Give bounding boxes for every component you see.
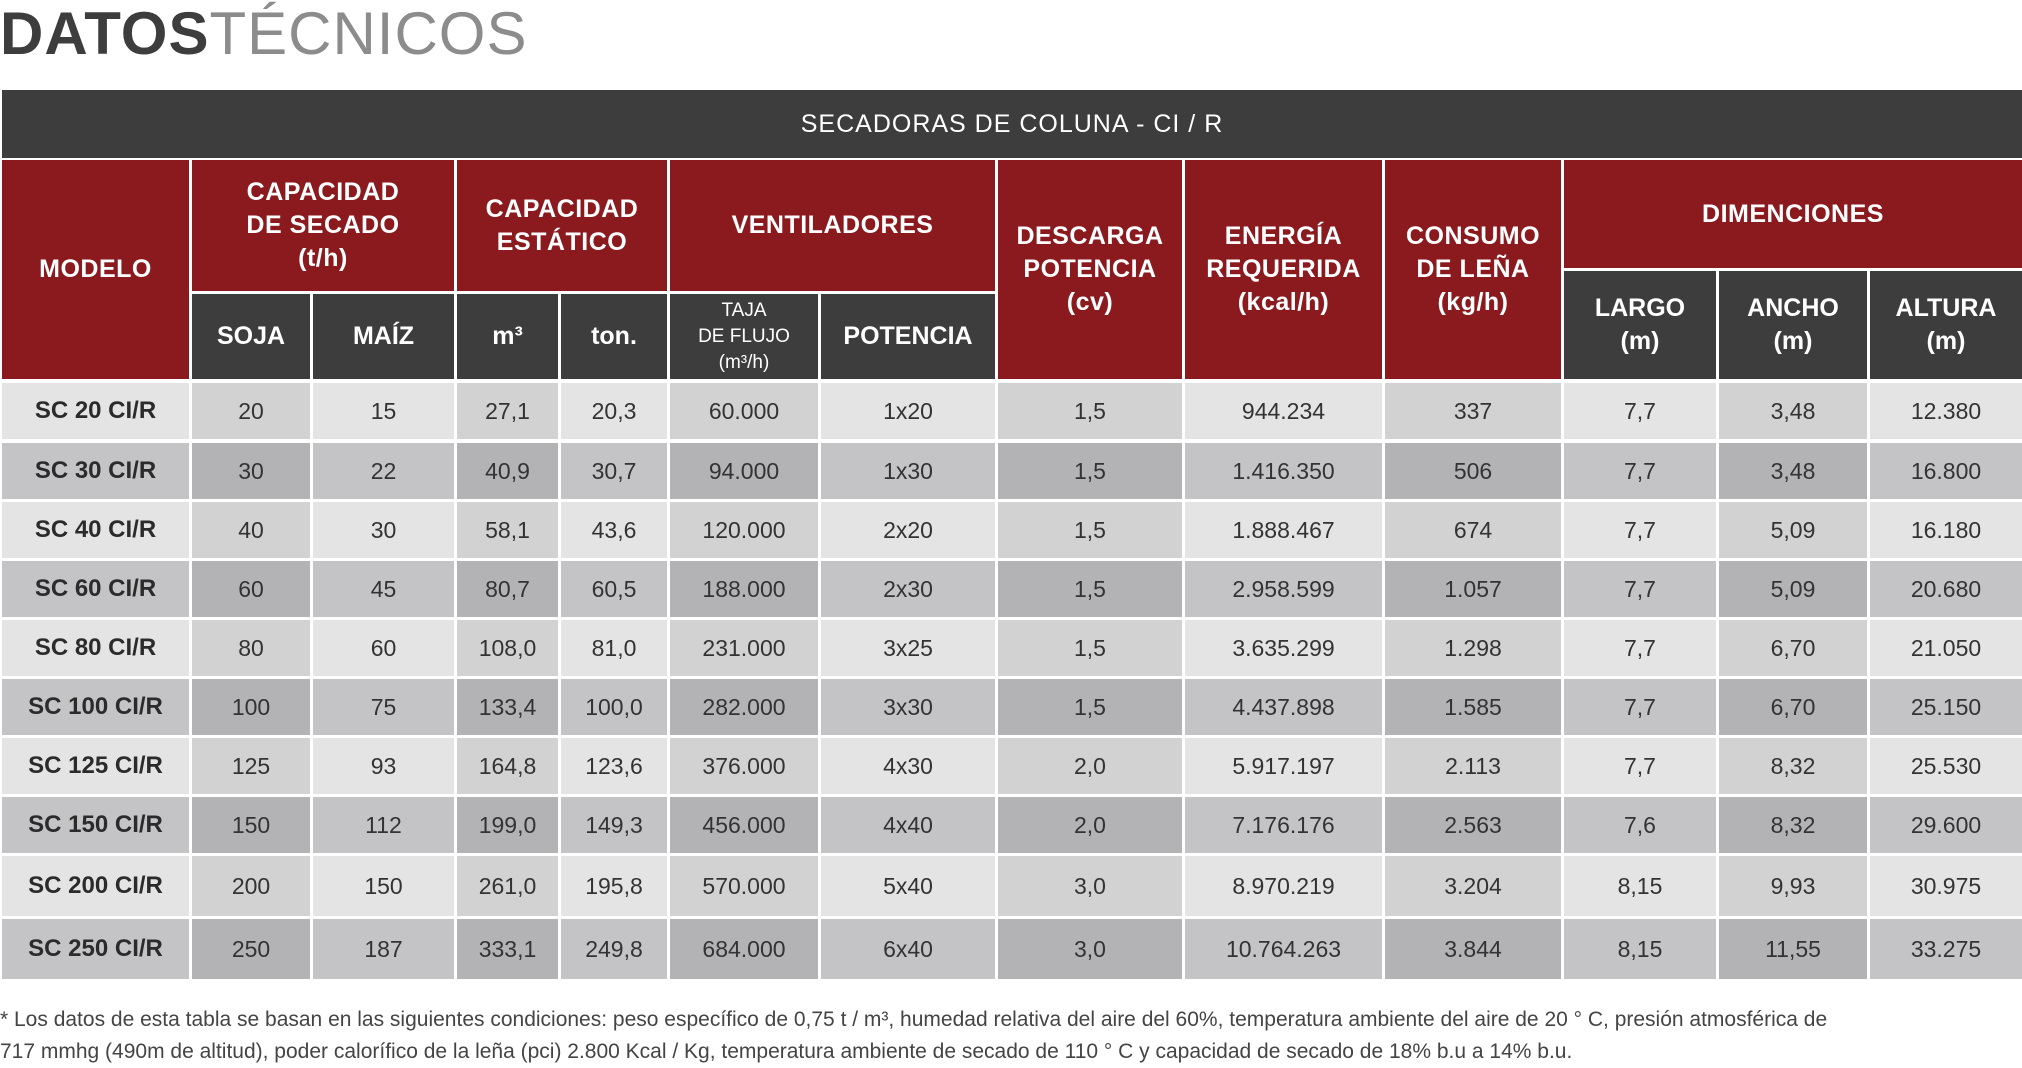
row-value-cell: 337: [1385, 383, 1561, 439]
row-value-cell: 3.844: [1385, 919, 1561, 979]
row-value-cell: 4.437.898: [1185, 679, 1382, 735]
row-value-cell: 1,5: [998, 502, 1182, 558]
subheader-soja-label: SOJA: [216, 322, 286, 350]
table-row: [0, 738, 2022, 794]
row-value-cell: 6,70: [1719, 620, 1867, 676]
row-value-cell: 29.600: [1870, 797, 2022, 853]
header-consumo: [1385, 160, 1561, 379]
row-value-cell: 149,3: [561, 797, 667, 853]
row-value-cell: 5x40: [821, 856, 995, 916]
row-value-cell: 93: [313, 738, 454, 794]
row-model-cell: SC 60 CI/R: [2, 561, 189, 617]
table-row: [0, 679, 2022, 735]
row-value-cell: 27,1: [457, 383, 558, 439]
subheader-m3: [457, 294, 558, 379]
subheader-ancho-line2: (m): [1773, 327, 1813, 355]
header-ventiladores: [670, 160, 995, 291]
header-consumo-line2: DE LEÑA: [1416, 255, 1530, 283]
row-value-cell: 1.298: [1385, 620, 1561, 676]
row-value-cell: 3,0: [998, 919, 1182, 979]
row-value-cell: 3,0: [998, 856, 1182, 916]
row-value-cell: 7,7: [1564, 561, 1716, 617]
row-value-cell: 2x30: [821, 561, 995, 617]
row-value-cell: 200: [192, 856, 310, 916]
page-title-light: TÉCNICOS: [209, 0, 528, 67]
row-model-cell: SC 40 CI/R: [2, 502, 189, 558]
row-value-cell: 5,09: [1719, 502, 1867, 558]
row-model-cell: SC 200 CI/R: [2, 856, 189, 916]
row-value-cell: 20.680: [1870, 561, 2022, 617]
row-value-cell: 8.970.219: [1185, 856, 1382, 916]
row-value-cell: 60: [313, 620, 454, 676]
row-value-cell: 22: [313, 443, 454, 499]
table-row: [0, 502, 2022, 558]
row-value-cell: 3x25: [821, 620, 995, 676]
row-value-cell: 250: [192, 919, 310, 979]
header-capacidad-secado-line3: (t/h): [298, 244, 348, 272]
row-value-cell: 30: [313, 502, 454, 558]
subheader-ancho: [1719, 271, 1867, 379]
subheader-taja-line2: DE FLUJO: [698, 325, 790, 347]
row-value-cell: 21.050: [1870, 620, 2022, 676]
row-value-cell: 195,8: [561, 856, 667, 916]
row-value-cell: 456.000: [670, 797, 818, 853]
subheader-altura: [1870, 271, 2022, 379]
row-value-cell: 80,7: [457, 561, 558, 617]
subheader-largo-line2: (m): [1620, 327, 1660, 355]
row-model-cell: SC 100 CI/R: [2, 679, 189, 735]
table-row: [0, 443, 2022, 499]
row-value-cell: 6,70: [1719, 679, 1867, 735]
row-value-cell: 80: [192, 620, 310, 676]
header-energia-line1: ENERGÍA: [1224, 222, 1343, 250]
row-value-cell: 40: [192, 502, 310, 558]
row-value-cell: 8,32: [1719, 797, 1867, 853]
header-ventiladores-label: VENTILADORES: [731, 211, 934, 239]
row-value-cell: 40,9: [457, 443, 558, 499]
row-value-cell: 3.204: [1385, 856, 1561, 916]
row-value-cell: 3,48: [1719, 443, 1867, 499]
header-capacidad-estatico: [457, 160, 667, 291]
row-value-cell: 7,7: [1564, 383, 1716, 439]
row-value-cell: 30,7: [561, 443, 667, 499]
row-value-cell: 5,09: [1719, 561, 1867, 617]
row-value-cell: 12.380: [1870, 383, 2022, 439]
row-value-cell: 20,3: [561, 383, 667, 439]
page-title-bold: DATOS: [0, 0, 210, 67]
row-value-cell: 75: [313, 679, 454, 735]
row-model-cell: SC 80 CI/R: [2, 620, 189, 676]
row-value-cell: 11,55: [1719, 919, 1867, 979]
header-consumo-line3: (kg/h): [1437, 288, 1509, 316]
subheader-maiz-label: MAÍZ: [352, 322, 415, 350]
row-value-cell: 20: [192, 383, 310, 439]
row-value-cell: 8,15: [1564, 919, 1716, 979]
row-value-cell: 2x20: [821, 502, 995, 558]
header-modelo: [2, 160, 189, 379]
row-value-cell: 1.888.467: [1185, 502, 1382, 558]
header-descarga: [998, 160, 1182, 379]
subheader-ton: [561, 294, 667, 379]
row-value-cell: 199,0: [457, 797, 558, 853]
subheader-taja: [670, 294, 818, 379]
row-value-cell: 60: [192, 561, 310, 617]
row-value-cell: 164,8: [457, 738, 558, 794]
header-descarga-line1: DESCARGA: [1016, 222, 1164, 250]
subheader-taja-line1: TAJA: [721, 299, 767, 321]
row-value-cell: 45: [313, 561, 454, 617]
header-capacidad-secado-line2: DE SECADO: [246, 211, 400, 239]
row-value-cell: 7,7: [1564, 502, 1716, 558]
row-value-cell: 60,5: [561, 561, 667, 617]
subheader-potencia: [821, 294, 995, 379]
footnote: [0, 1004, 2022, 1068]
row-value-cell: 684.000: [670, 919, 818, 979]
row-value-cell: 60.000: [670, 383, 818, 439]
row-value-cell: 25.150: [1870, 679, 2022, 735]
header-capacidad-secado: [192, 160, 454, 291]
subheader-taja-line3: (m³/h): [718, 351, 770, 373]
header-capacidad-estatico-line1: CAPACIDAD: [485, 194, 639, 223]
row-value-cell: 43,6: [561, 502, 667, 558]
row-value-cell: 1,5: [998, 620, 1182, 676]
table-row: [0, 561, 2022, 617]
row-value-cell: 231.000: [670, 620, 818, 676]
header-dimenciones-label: DIMENCIONES: [1702, 199, 1884, 228]
row-value-cell: 7,7: [1564, 679, 1716, 735]
row-value-cell: 3,48: [1719, 383, 1867, 439]
row-value-cell: 15: [313, 383, 454, 439]
subheader-potencia-label: POTENCIA: [843, 322, 973, 350]
subheader-largo: [1564, 271, 1716, 379]
table-row: [0, 383, 2022, 439]
row-value-cell: 1x30: [821, 443, 995, 499]
header-energia: [1185, 160, 1382, 379]
row-value-cell: 261,0: [457, 856, 558, 916]
row-value-cell: 1x20: [821, 383, 995, 439]
header-capacidad-estatico-line2: ESTÁTICO: [496, 227, 628, 256]
row-value-cell: 8,32: [1719, 738, 1867, 794]
row-value-cell: 81,0: [561, 620, 667, 676]
header-consumo-line1: CONSUMO: [1405, 222, 1541, 250]
header-energia-line2: REQUERIDA: [1206, 255, 1361, 283]
row-value-cell: 10.764.263: [1185, 919, 1382, 979]
footnote-line1: * Los datos de esta tabla se basan en las siguientes condiciones: peso específico de 0,75 t / m³, humedad relativa del aire del 60%, temperatura ambiente del aire de 20 ° C, presión atmosférica de: [0, 1008, 1828, 1031]
row-value-cell: 7.176.176: [1185, 797, 1382, 853]
subheader-maiz: [313, 294, 454, 379]
subheader-altura-line1: ALTURA: [1895, 294, 1997, 322]
row-value-cell: 16.180: [1870, 502, 2022, 558]
row-value-cell: 249,8: [561, 919, 667, 979]
row-value-cell: 1,5: [998, 561, 1182, 617]
table-row: [0, 797, 2022, 853]
row-value-cell: 33.275: [1870, 919, 2022, 979]
table-banner: SECADORAS DE COLUNA - CI / R: [2, 90, 2022, 158]
row-value-cell: 674: [1385, 502, 1561, 558]
header-capacidad-secado-line1: CAPACIDAD: [246, 178, 400, 206]
row-value-cell: 187: [313, 919, 454, 979]
row-model-cell: SC 150 CI/R: [2, 797, 189, 853]
subheader-ancho-line1: ANCHO: [1747, 294, 1839, 322]
row-value-cell: 123,6: [561, 738, 667, 794]
row-value-cell: 376.000: [670, 738, 818, 794]
row-value-cell: 5.917.197: [1185, 738, 1382, 794]
row-value-cell: 1,5: [998, 383, 1182, 439]
row-value-cell: 188.000: [670, 561, 818, 617]
row-value-cell: 4x40: [821, 797, 995, 853]
row-value-cell: 100,0: [561, 679, 667, 735]
row-value-cell: 7,7: [1564, 620, 1716, 676]
row-value-cell: 1.416.350: [1185, 443, 1382, 499]
row-value-cell: 9,93: [1719, 856, 1867, 916]
row-value-cell: 125: [192, 738, 310, 794]
row-value-cell: 1,5: [998, 443, 1182, 499]
row-value-cell: 570.000: [670, 856, 818, 916]
row-value-cell: 7,7: [1564, 443, 1716, 499]
row-value-cell: 1.585: [1385, 679, 1561, 735]
row-value-cell: 150: [192, 797, 310, 853]
row-value-cell: 944.234: [1185, 383, 1382, 439]
header-modelo-label: MODELO: [39, 255, 152, 283]
row-value-cell: 25.530: [1870, 738, 2022, 794]
row-value-cell: 30.975: [1870, 856, 2022, 916]
row-value-cell: 2,0: [998, 797, 1182, 853]
row-value-cell: 58,1: [457, 502, 558, 558]
row-value-cell: 1,5: [998, 679, 1182, 735]
row-model-cell: SC 125 CI/R: [2, 738, 189, 794]
row-value-cell: 282.000: [670, 679, 818, 735]
subheader-ton-label: ton.: [591, 322, 637, 350]
row-value-cell: 1.057: [1385, 561, 1561, 617]
row-value-cell: 133,4: [457, 679, 558, 735]
row-value-cell: 6x40: [821, 919, 995, 979]
row-value-cell: 7,7: [1564, 738, 1716, 794]
header-descarga-line2: POTENCIA: [1023, 255, 1157, 283]
row-value-cell: 150: [313, 856, 454, 916]
row-value-cell: 120.000: [670, 502, 818, 558]
row-value-cell: 100: [192, 679, 310, 735]
row-model-cell: SC 250 CI/R: [2, 919, 189, 979]
subheader-m3-label: m³: [492, 322, 523, 350]
row-value-cell: 3x30: [821, 679, 995, 735]
row-model-cell: SC 30 CI/R: [2, 443, 189, 499]
table-row: [0, 620, 2022, 676]
subheader-altura-line2: (m): [1926, 327, 1966, 355]
row-model-cell: SC 20 CI/R: [2, 383, 189, 439]
subheader-soja: [192, 294, 310, 379]
row-value-cell: 2,0: [998, 738, 1182, 794]
footnote-line2: 717 mmhg (490m de altitud), poder calorífico de la leña (pci) 2.800 Kcal / Kg, temperatura ambiente de secado de 110 ° C y capacidad de secado de 18% b.u a 14% b.u.: [0, 1040, 1573, 1063]
row-value-cell: 2.958.599: [1185, 561, 1382, 617]
page-title: [0, 2, 528, 66]
header-energia-line3: (kcal/h): [1237, 288, 1330, 316]
row-value-cell: 506: [1385, 443, 1561, 499]
header-dimenciones: [1564, 160, 2022, 268]
row-value-cell: 4x30: [821, 738, 995, 794]
row-value-cell: 112: [313, 797, 454, 853]
row-value-cell: 8,15: [1564, 856, 1716, 916]
subheader-largo-line1: LARGO: [1594, 294, 1686, 322]
row-value-cell: 2.563: [1385, 797, 1561, 853]
table-row: [0, 856, 2022, 916]
row-value-cell: 30: [192, 443, 310, 499]
row-value-cell: 3.635.299: [1185, 620, 1382, 676]
row-value-cell: 2.113: [1385, 738, 1561, 794]
row-value-cell: 16.800: [1870, 443, 2022, 499]
row-value-cell: 108,0: [457, 620, 558, 676]
row-value-cell: 333,1: [457, 919, 558, 979]
row-value-cell: 7,6: [1564, 797, 1716, 853]
header-descarga-line3: (cv): [1066, 288, 1114, 316]
row-value-cell: 94.000: [670, 443, 818, 499]
table-row: [0, 919, 2022, 979]
